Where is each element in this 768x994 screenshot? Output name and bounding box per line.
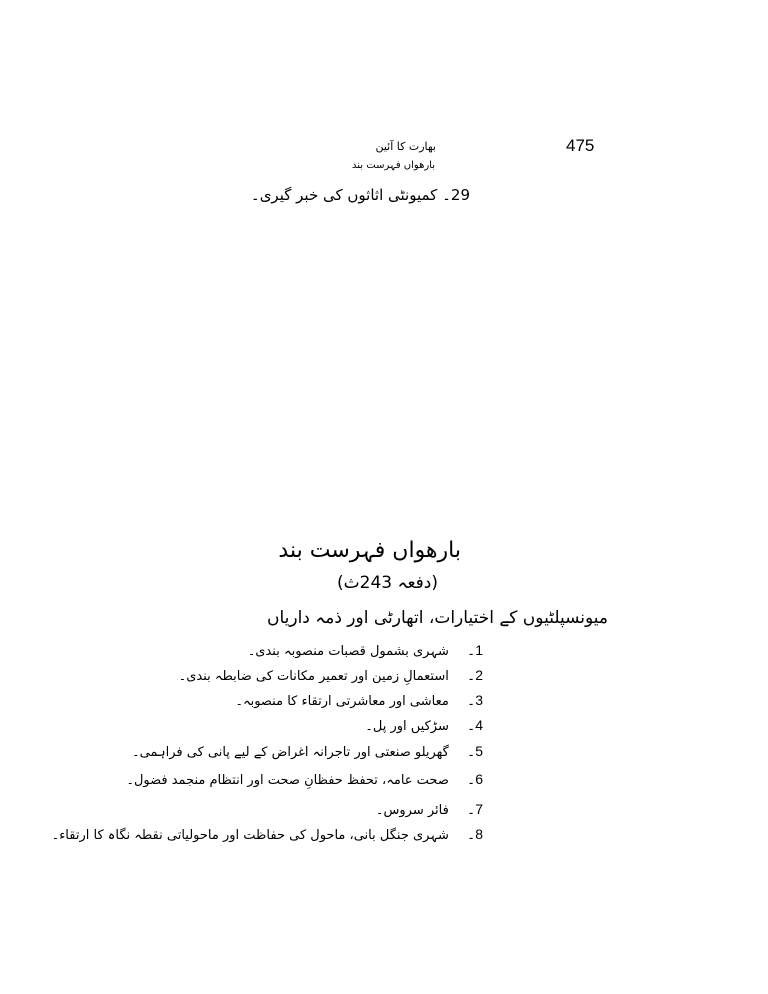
list-item (132, 743, 483, 760)
item-text: گھریلو صنعتی اور تاجرانہ اغراض کے لیے پانی کی فراہمی۔ (132, 745, 449, 760)
item-text: کمیونٹی اثاثوں کی خبر گیری۔ (250, 186, 438, 204)
running-subtitle: بارھواں فہرست بند (352, 160, 435, 171)
item-number: 5۔ (467, 743, 483, 759)
item-number: 29۔ (442, 186, 470, 204)
item-number: 2۔ (467, 667, 483, 683)
item-number: 7۔ (467, 801, 483, 817)
list-item (376, 801, 483, 818)
list-item (52, 826, 483, 843)
schedule-title: بارھواں فہرست بند (278, 538, 461, 563)
list-item (126, 771, 483, 788)
item-number: 3۔ (467, 692, 483, 708)
item-text: شہری بشمول قصبات منصوبہ بندی۔ (247, 644, 449, 659)
running-title: بھارت کا آئین (375, 140, 436, 153)
item-text: فائر سروس۔ (375, 803, 449, 818)
schedule-article-reference: (دفعہ 243ث) (337, 573, 438, 593)
item-text: سڑکیں اور پل۔ (365, 719, 449, 734)
schedule-heading: میونسپلٹیوں کے اختیارات، اتھارٹی اور ذمہ داریاں (266, 608, 608, 628)
list-item (248, 642, 483, 659)
item-text: شہری جنگل بانی، ماحول کی حفاظت اور ماحولیاتی نقطہ نگاہ کا ارتقاء۔ (51, 828, 449, 843)
list-item (365, 717, 483, 734)
list-item (179, 667, 483, 684)
item-text: استعمالِ زمین اور تعمیر مکانات کی ضابطہ بندی۔ (178, 669, 449, 684)
item-number: 1۔ (467, 642, 483, 658)
list-item (235, 692, 483, 709)
item-number: 4۔ (467, 717, 483, 733)
item-text: صحت عامہ، تحفظ حفظانِ صحت اور انتظام منجمد فضول۔ (126, 773, 449, 788)
item-number: 8۔ (467, 826, 483, 842)
page-number: 475 (566, 136, 595, 155)
continued-list-item (251, 186, 470, 204)
item-text: معاشی اور معاشرتی ارتقاء کا منصوبہ۔ (235, 694, 449, 709)
item-number: 6۔ (467, 771, 483, 787)
